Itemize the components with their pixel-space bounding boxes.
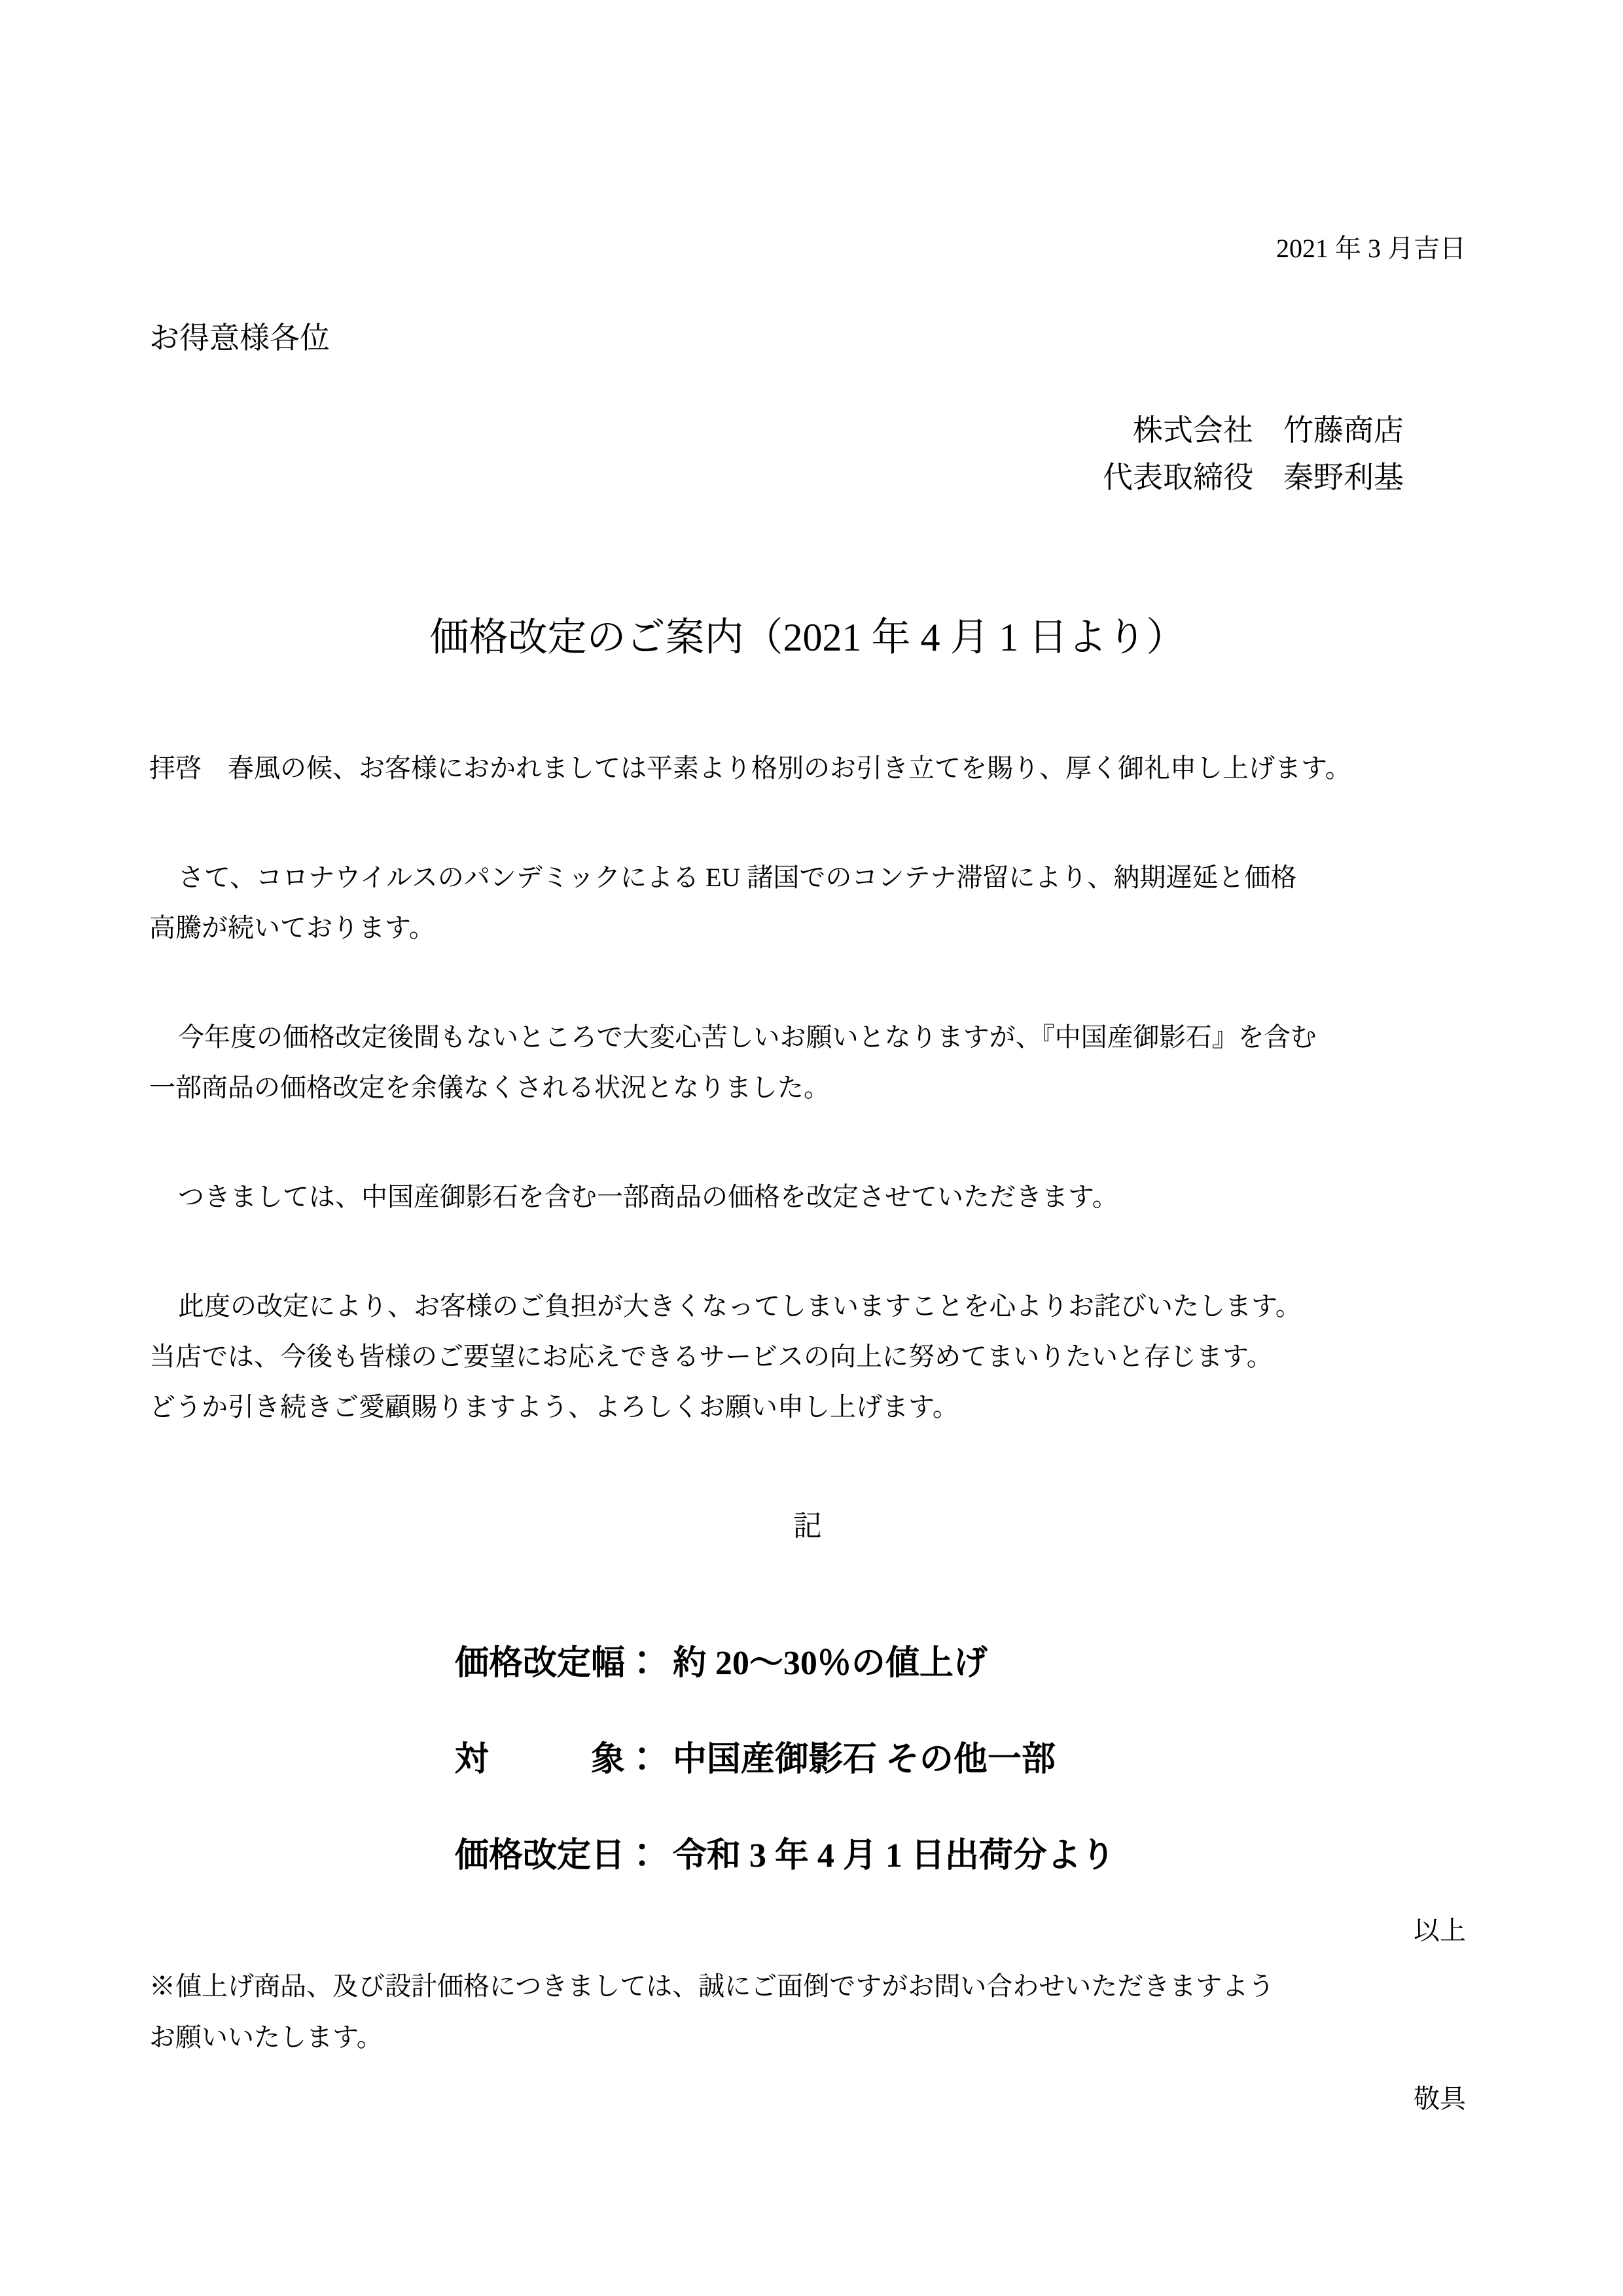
letter-body <box>149 743 1466 1491</box>
detail-label: 価格改定幅： <box>455 1645 660 1682</box>
detail-row <box>149 1647 1466 1681</box>
paragraph-line: 今年度の価格改定後間もないところで大変心苦しいお願いとなりますが、『中国産御影石』を含む <box>178 1022 1317 1052</box>
paragraph-line: つきましては、中国産御影石を含む一部商品の価格を改定させていただきます。 <box>178 1182 1118 1211</box>
sender-representative: 代表取締役 秦野利基 <box>1103 461 1404 494</box>
detail-value: 約 20～30％の値上げ <box>672 1645 988 1682</box>
paragraph-line: さて、コロナウイルスのパンデミックによる EU 諸国でのコンテナ滞留により、納期遅延と価格 <box>178 863 1297 892</box>
footnote-block <box>149 1961 1466 2063</box>
paragraph-line: 高騰が続いております。 <box>149 913 435 942</box>
detail-label: 価格改定日： <box>455 1837 660 1874</box>
page-title: 価格改定のご案内（2021 年 4 月 1 日より） <box>429 616 1186 659</box>
paragraph-line: 拝啓 春風の候、お客様におかれましては平素より格別のお引き立てを賜り、厚く御礼申し上げます。 <box>149 753 1351 783</box>
paragraph <box>149 743 1466 793</box>
paragraph <box>149 1281 1466 1432</box>
detail-label: 対 象： <box>455 1741 660 1778</box>
footnote-line: お願いいたします。 <box>149 2022 383 2052</box>
paragraph <box>149 1012 1466 1113</box>
paragraph <box>149 1172 1466 1222</box>
sender-company: 株式会社 竹藤商店 <box>1133 414 1404 447</box>
paragraph-line: 此度の改定により、お客様のご負担が大きくなってしまいますことを心よりお詫びいたします。 <box>178 1291 1302 1321</box>
footnote-line: ※値上げ商品、及び設計価格につきましては、誠にご面倒ですがお問い合わせいただきますよう <box>149 1971 1275 2001</box>
detail-value: 中国産御影石 その他一部 <box>672 1741 1056 1778</box>
paragraph-line: どうか引き続きご愛顧賜りますよう、よろしくお願い申し上げます。 <box>149 1392 959 1422</box>
detail-row <box>149 1743 1466 1777</box>
paragraph <box>149 852 1466 953</box>
closing-keigu: 敬具 <box>1414 2084 1466 2113</box>
record-marker: 記 <box>793 1510 822 1542</box>
letter-date: 2021 年 3 月吉日 <box>1276 234 1466 263</box>
paragraph-line: 当店では、今後も皆様のご要望にお応えできるサービスの向上に努めてまいりたいと存じます。 <box>149 1342 1273 1371</box>
recipient-line: お得意様各位 <box>149 321 330 355</box>
detail-row <box>149 1839 1466 1873</box>
detail-value: 令和 3 年 4 月 1 日出荷分より <box>672 1837 1115 1874</box>
details-list <box>149 1647 1466 1873</box>
closing-ijou: 以上 <box>1414 1916 1466 1945</box>
sender-block <box>149 407 1466 501</box>
paragraph-line: 一部商品の価格改定を余儀なくされる状況となりました。 <box>149 1073 830 1102</box>
